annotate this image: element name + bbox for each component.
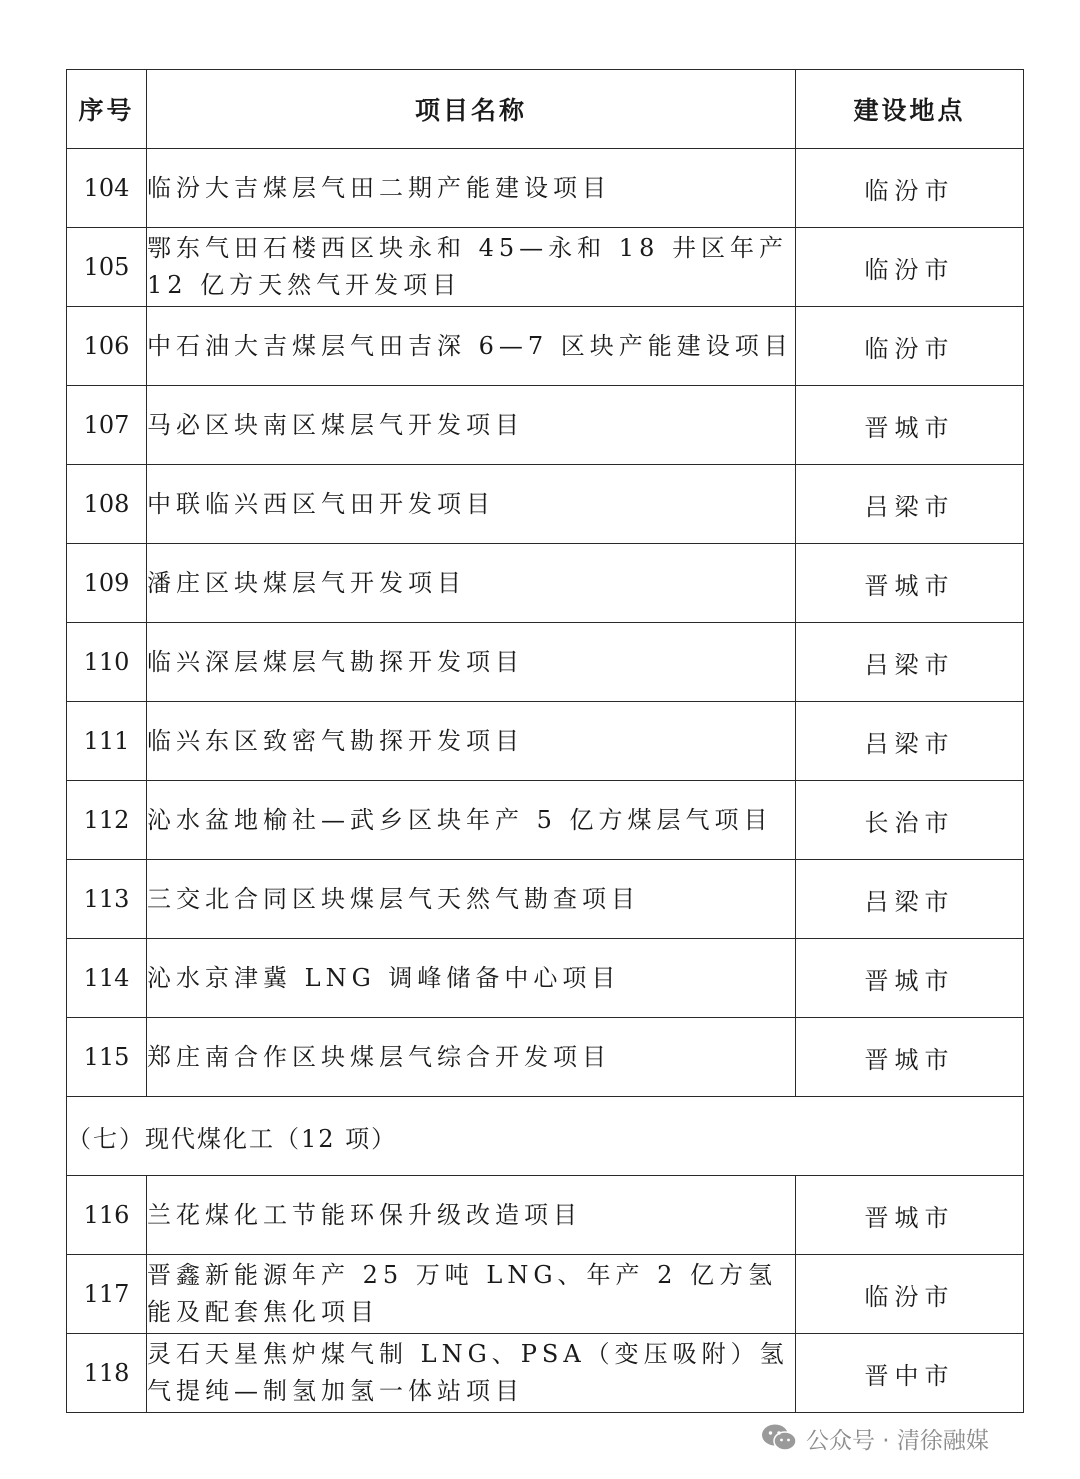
row-name: 郑庄南合作区块煤层气综合开发项目	[147, 1018, 796, 1097]
row-no: 111	[67, 702, 147, 781]
table-row	[67, 623, 1024, 702]
row-no: 116	[67, 1176, 147, 1255]
table-row	[67, 1255, 1024, 1334]
table-header-row	[67, 70, 1024, 149]
row-name: 兰花煤化工节能环保升级改造项目	[147, 1176, 796, 1255]
row-no: 108	[67, 465, 147, 544]
table-row	[67, 386, 1024, 465]
table-row	[67, 465, 1024, 544]
header-name: 项目名称	[147, 70, 796, 149]
row-name: 临兴深层煤层气勘探开发项目	[147, 623, 796, 702]
section-row	[67, 1097, 1024, 1176]
row-name: 临汾大吉煤层气田二期产能建设项目	[147, 149, 796, 228]
table-row	[67, 860, 1024, 939]
project-table	[66, 69, 1024, 1413]
row-no: 105	[67, 228, 147, 307]
row-location: 晋城市	[796, 386, 1024, 465]
row-name: 灵石天星焦炉煤气制 LNG、PSA（变压吸附）氢气提纯—制氢加氢一体站项目	[147, 1334, 796, 1413]
wechat-icon	[760, 1423, 798, 1453]
row-no: 115	[67, 1018, 147, 1097]
header-location: 建设地点	[796, 70, 1024, 149]
row-no: 104	[67, 149, 147, 228]
table-row	[67, 1176, 1024, 1255]
table-row	[67, 544, 1024, 623]
row-location: 临汾市	[796, 149, 1024, 228]
table-row	[67, 939, 1024, 1018]
table-row	[67, 228, 1024, 307]
row-location: 临汾市	[796, 307, 1024, 386]
row-no: 118	[67, 1334, 147, 1413]
row-no: 114	[67, 939, 147, 1018]
table-row	[67, 702, 1024, 781]
row-no: 109	[67, 544, 147, 623]
row-name: 潘庄区块煤层气开发项目	[147, 544, 796, 623]
row-location: 吕梁市	[796, 623, 1024, 702]
row-location: 吕梁市	[796, 702, 1024, 781]
row-no: 112	[67, 781, 147, 860]
row-name: 沁水盆地榆社—武乡区块年产 5 亿方煤层气项目	[147, 781, 796, 860]
watermark-text: 公众号 · 清徐融媒	[806, 1427, 989, 1454]
table-row	[67, 1018, 1024, 1097]
row-name: 沁水京津冀 LNG 调峰储备中心项目	[147, 939, 796, 1018]
table-row	[67, 1334, 1024, 1413]
table-row	[67, 149, 1024, 228]
row-location: 临汾市	[796, 1255, 1024, 1334]
row-name: 鄂东气田石楼西区块永和 45—永和 18 井区年产 12 亿方天然气开发项目	[147, 228, 796, 307]
row-name: 临兴东区致密气勘探开发项目	[147, 702, 796, 781]
row-name: 中联临兴西区气田开发项目	[147, 465, 796, 544]
row-no: 117	[67, 1255, 147, 1334]
header-no: 序号	[67, 70, 147, 149]
row-location: 长治市	[796, 781, 1024, 860]
row-name: 三交北合同区块煤层气天然气勘查项目	[147, 860, 796, 939]
row-no: 110	[67, 623, 147, 702]
row-location: 吕梁市	[796, 860, 1024, 939]
row-no: 107	[67, 386, 147, 465]
row-name: 马必区块南区煤层气开发项目	[147, 386, 796, 465]
row-location: 晋城市	[796, 544, 1024, 623]
row-location: 晋中市	[796, 1334, 1024, 1413]
row-location: 晋城市	[796, 939, 1024, 1018]
row-location: 晋城市	[796, 1018, 1024, 1097]
row-name: 晋鑫新能源年产 25 万吨 LNG、年产 2 亿方氢能及配套焦化项目	[147, 1255, 796, 1334]
table-row	[67, 781, 1024, 860]
row-location: 临汾市	[796, 228, 1024, 307]
row-location: 晋城市	[796, 1176, 1024, 1255]
row-name: 中石油大吉煤层气田吉深 6—7 区块产能建设项目	[147, 307, 796, 386]
section-title: （七）现代煤化工（12 项）	[67, 1097, 1024, 1176]
row-location: 吕梁市	[796, 465, 1024, 544]
watermark	[754, 1418, 995, 1458]
row-no: 106	[67, 307, 147, 386]
table-row	[67, 307, 1024, 386]
row-no: 113	[67, 860, 147, 939]
